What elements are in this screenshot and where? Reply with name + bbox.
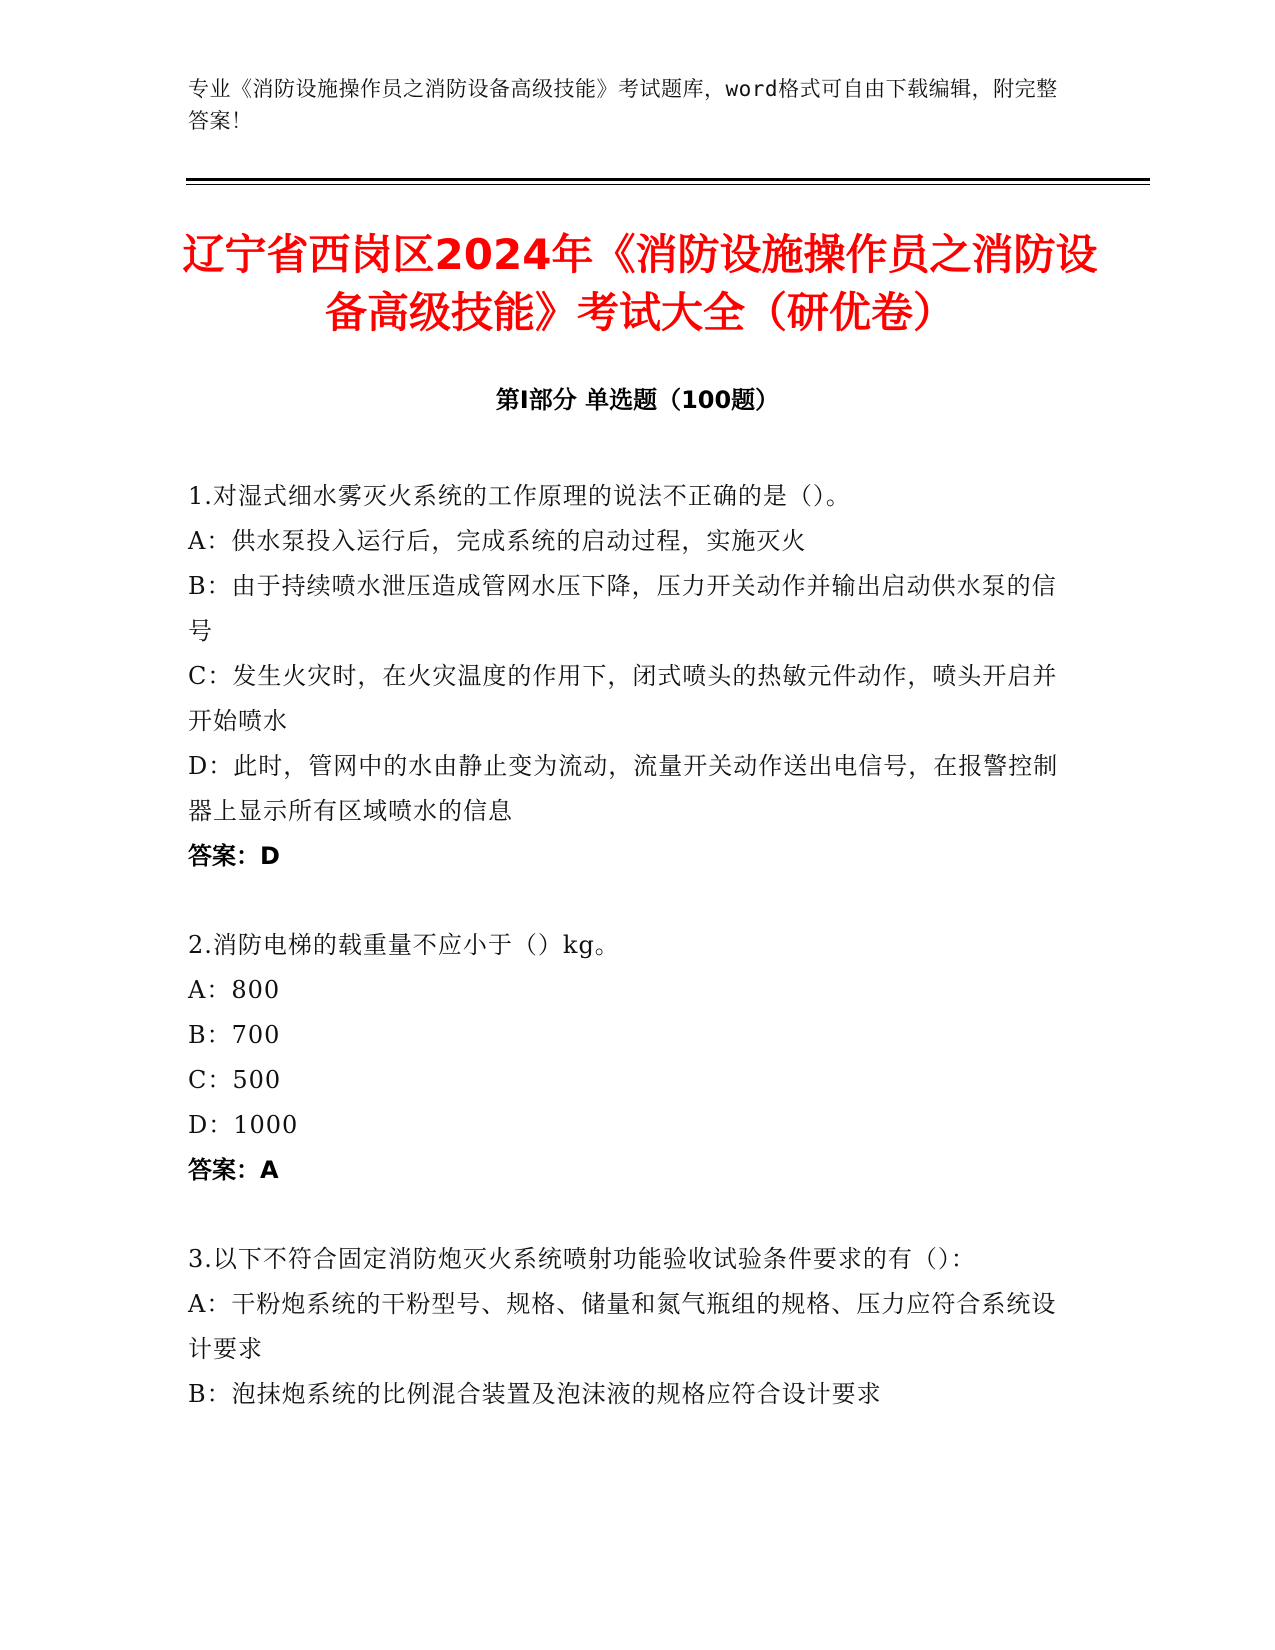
question-stem: 2.消防电梯的载重量不应小于（）kg。 xyxy=(188,931,620,959)
option-d: D：1000 xyxy=(188,1111,299,1139)
option-a: A：供水泵投入运行后，完成系统的启动过程，实施灭火 xyxy=(188,527,807,555)
section-heading: 第Ⅰ部分 单选题（100题） xyxy=(495,386,780,414)
question-stem: 1.对湿式细水雾灭火系统的工作原理的说法不正确的是（）。 xyxy=(188,482,851,510)
document-title: 辽宁省西岗区2024年《消防设施操作员之消防设备高级技能》考试大全（研优卷） xyxy=(182,230,1098,337)
option-c: C：500 xyxy=(188,1066,282,1094)
question-1 xyxy=(188,474,1068,879)
question-2 xyxy=(188,923,1068,1193)
option-b: B：700 xyxy=(188,1021,281,1049)
option-d: D：此时，管网中的水由静止变为流动，流量开关动作送出电信号，在报警控制器上显示所有区域喷水的信息 xyxy=(188,752,1059,825)
question-stem: 3.以下不符合固定消防炮灭火系统喷射功能验收试验条件要求的有（）： xyxy=(188,1245,976,1273)
option-a: A：干粉炮系统的干粉型号、规格、储量和氮气瓶组的规格、压力应符合系统设计要求 xyxy=(188,1290,1057,1363)
option-b: B：由于持续喷水泄压造成管网水压下降，压力开关动作并输出启动供水泵的信号 xyxy=(188,572,1057,645)
header-note: 专业《消防设施操作员之消防设备高级技能》考试题库，word格式可自由下载编辑，附完整答案！ xyxy=(188,77,1058,133)
option-a: A：800 xyxy=(188,976,281,1004)
option-c: C：发生火灾时，在火灾温度的作用下，闭式喷头的热敏元件动作，喷头开启并开始喷水 xyxy=(188,662,1058,735)
answer-label: 答案：A xyxy=(188,1156,279,1184)
answer-label: 答案：D xyxy=(188,842,280,870)
header-rule-thick xyxy=(186,178,1150,181)
question-list xyxy=(188,474,1068,1461)
question-3 xyxy=(188,1237,1068,1417)
option-b: B：泡抹炮系统的比例混合装置及泡沫液的规格应符合设计要求 xyxy=(188,1380,882,1408)
header-rule-thin xyxy=(186,184,1150,185)
